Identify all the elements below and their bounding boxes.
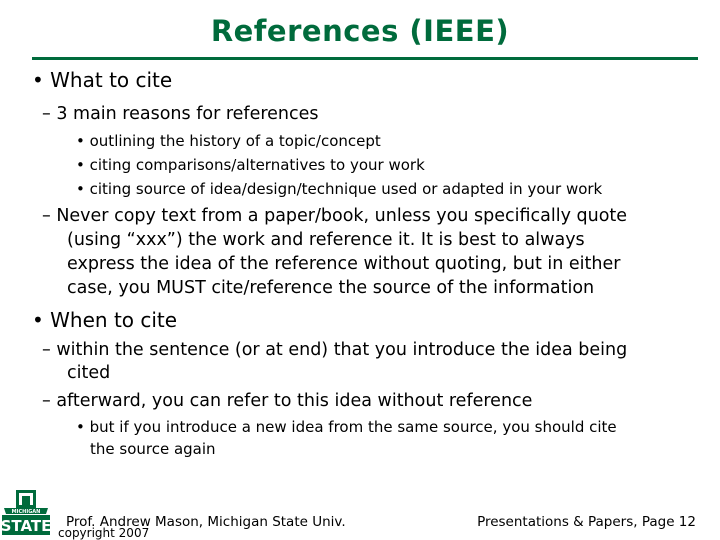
level3-item xyxy=(76,418,617,436)
level3-item xyxy=(76,180,602,198)
footer-copyright: copyright 2007 xyxy=(58,526,150,540)
bullet-icon: • xyxy=(32,68,44,92)
dash-icon: – xyxy=(42,391,57,411)
item-text: afterward, you can refer to this idea without reference xyxy=(56,391,533,411)
bullet-icon: • xyxy=(76,418,90,436)
subitem-text: citing comparisons/alternatives to your work xyxy=(89,156,425,174)
item-continuation: express the idea of the reference without quoting, but in either xyxy=(67,254,621,274)
slide-title: References (IEEE) xyxy=(210,14,510,48)
item-text: within the sentence (or at end) that you introduce the idea being xyxy=(56,340,628,360)
section-heading-what: What to cite xyxy=(50,68,173,92)
msu-logo xyxy=(0,488,52,540)
level2-item xyxy=(42,391,532,411)
item-text: 3 main reasons for references xyxy=(56,104,319,124)
title-underline xyxy=(32,57,698,60)
bullet-icon: • xyxy=(76,180,90,198)
subitem-text: citing source of idea/design/technique used or adapted in your work xyxy=(89,180,603,198)
footer-page: Presentations & Papers, Page 12 xyxy=(477,514,696,530)
item-continuation: cited xyxy=(67,363,111,383)
level2-item xyxy=(42,206,627,226)
item-continuation: the source again xyxy=(90,440,216,458)
item-text: Never copy text from a paper/book, unless you specifically quote xyxy=(56,206,628,226)
section-heading-when: When to cite xyxy=(50,308,178,332)
item-continuation: (using “xxx”) the work and reference it. It is best to always xyxy=(67,230,585,250)
level2-item xyxy=(42,104,319,124)
subitem-text: but if you introduce a new idea from the same source, you should cite xyxy=(89,418,617,436)
svg-text:STATE: STATE xyxy=(0,517,52,535)
level3-item xyxy=(76,132,381,150)
bullet-icon: • xyxy=(76,156,90,174)
dash-icon: – xyxy=(42,340,57,360)
dash-icon: – xyxy=(42,104,57,124)
dash-icon: – xyxy=(42,206,57,226)
bullet-icon: • xyxy=(32,308,44,332)
level2-item xyxy=(42,340,627,360)
footer-author: Prof. Andrew Mason, Michigan State Univ. xyxy=(66,514,346,530)
bullet-icon: • xyxy=(76,132,90,150)
subitem-text: outlining the history of a topic/concept xyxy=(89,132,381,150)
item-continuation: case, you MUST cite/reference the source of the information xyxy=(67,278,595,298)
svg-text:MICHIGAN: MICHIGAN xyxy=(11,509,41,515)
level3-item xyxy=(76,156,425,174)
level1-bullet xyxy=(32,308,177,332)
level1-bullet xyxy=(32,68,172,92)
